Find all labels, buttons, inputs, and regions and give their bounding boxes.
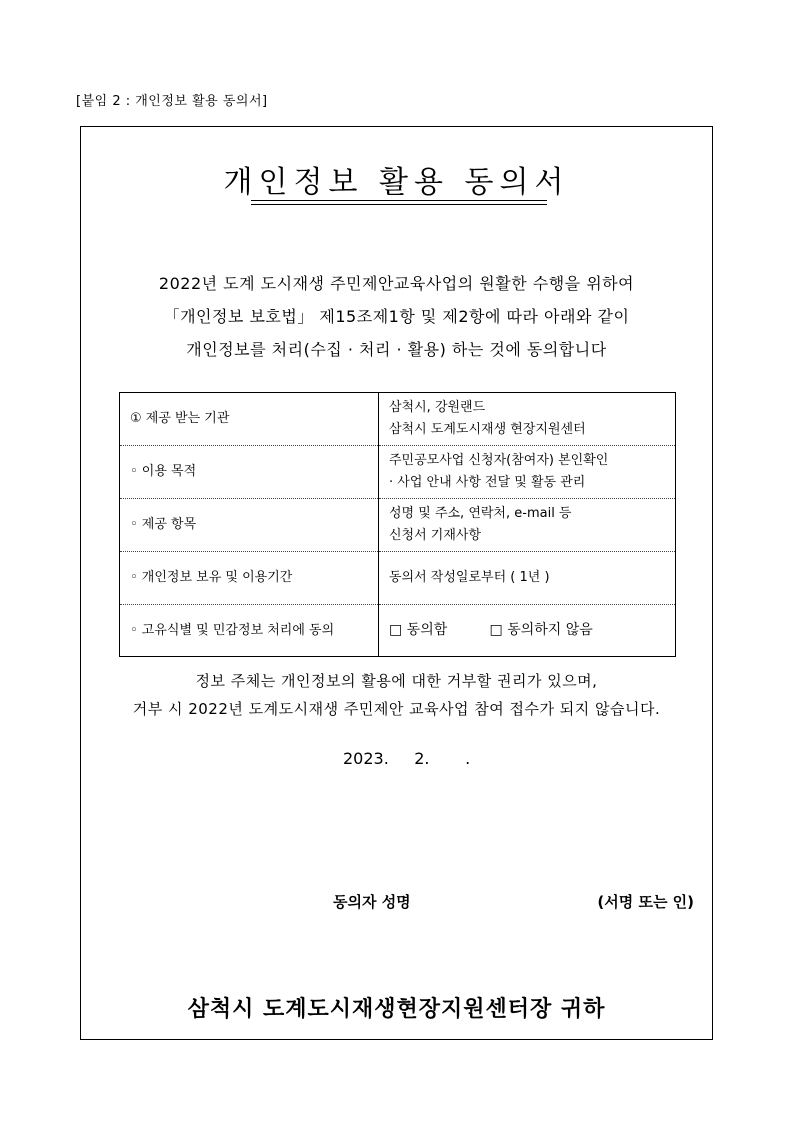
- table-row: [120, 605, 676, 657]
- signing-date[interactable]: 2023. 2. .: [343, 749, 471, 768]
- value-line: 주민공모사업 신청자(참여자) 본인확인: [389, 453, 609, 468]
- table-row: [120, 393, 676, 446]
- notice-line: 거부 시 2022년 도계도시재생 주민제안 교육사업 참여 접수가 되지 않습니다.: [132, 700, 661, 718]
- intro-line: 2022년 도계 도시재생 주민제안교육사업의 원활한 수행을 위하여: [158, 274, 635, 293]
- intro-line: 개인정보를 처리(수집 · 처리 · 활용) 하는 것에 동의합니다: [186, 340, 607, 359]
- value-line: 성명 및 주소, 연락처, e-mail 등: [389, 506, 572, 521]
- value-line: · 사업 안내 사항 전달 및 활동 관리: [389, 475, 586, 490]
- table-row: [120, 446, 676, 499]
- row-label-purpose: ◦ 이용 목적: [120, 446, 379, 499]
- row-label-sensitive-consent: ◦ 고유식별 및 민감정보 처리에 동의: [120, 605, 379, 657]
- title-underline: [251, 200, 547, 205]
- intro-paragraph: [81, 267, 712, 366]
- value-line: 신청서 기재사항: [389, 528, 482, 543]
- form-title: 개인정보 활용 동의서: [223, 165, 570, 200]
- row-value-purpose: [379, 446, 676, 499]
- row-label-retention: ◦ 개인정보 보유 및 이용기간: [120, 552, 379, 605]
- intro-line: 「개인정보 보호법」 제15조제1항 및 제2항에 따라 아래와 같이: [163, 307, 630, 326]
- value-line: 삼척시 도계도시재생 현장지원센터: [389, 422, 586, 437]
- value-line: 삼척시, 강원랜드: [389, 400, 486, 415]
- row-value-sensitive-consent: [379, 605, 676, 657]
- signature-mark[interactable]: (서명 또는 인): [597, 893, 694, 911]
- value-line: 동의서 작성일로부터 ( 1년 ): [389, 570, 550, 585]
- row-value-retention: [379, 552, 676, 605]
- disagree-checkbox[interactable]: □ 동의하지 않음: [489, 622, 593, 638]
- refusal-notice: [81, 667, 712, 723]
- row-label-recipient: ① 제공 받는 기관: [120, 393, 379, 446]
- signer-name-label: 동의자 성명: [333, 893, 411, 911]
- notice-line: 정보 주체는 개인정보의 활용에 대한 거부할 권리가 있으며,: [195, 672, 598, 690]
- attachment-label: [붙임 2 : 개인정보 활용 동의서]: [76, 94, 268, 109]
- consent-form: [80, 126, 713, 1040]
- consent-info-table: [119, 392, 676, 657]
- row-label-items: ◦ 제공 항목: [120, 499, 379, 552]
- table-row: [120, 499, 676, 552]
- row-value-recipient: [379, 393, 676, 446]
- addressee: 삼척시 도계도시재생현장지원센터장 귀하: [187, 997, 606, 1022]
- row-value-items: [379, 499, 676, 552]
- table-row: [120, 552, 676, 605]
- agree-checkbox[interactable]: □ 동의함: [389, 622, 448, 638]
